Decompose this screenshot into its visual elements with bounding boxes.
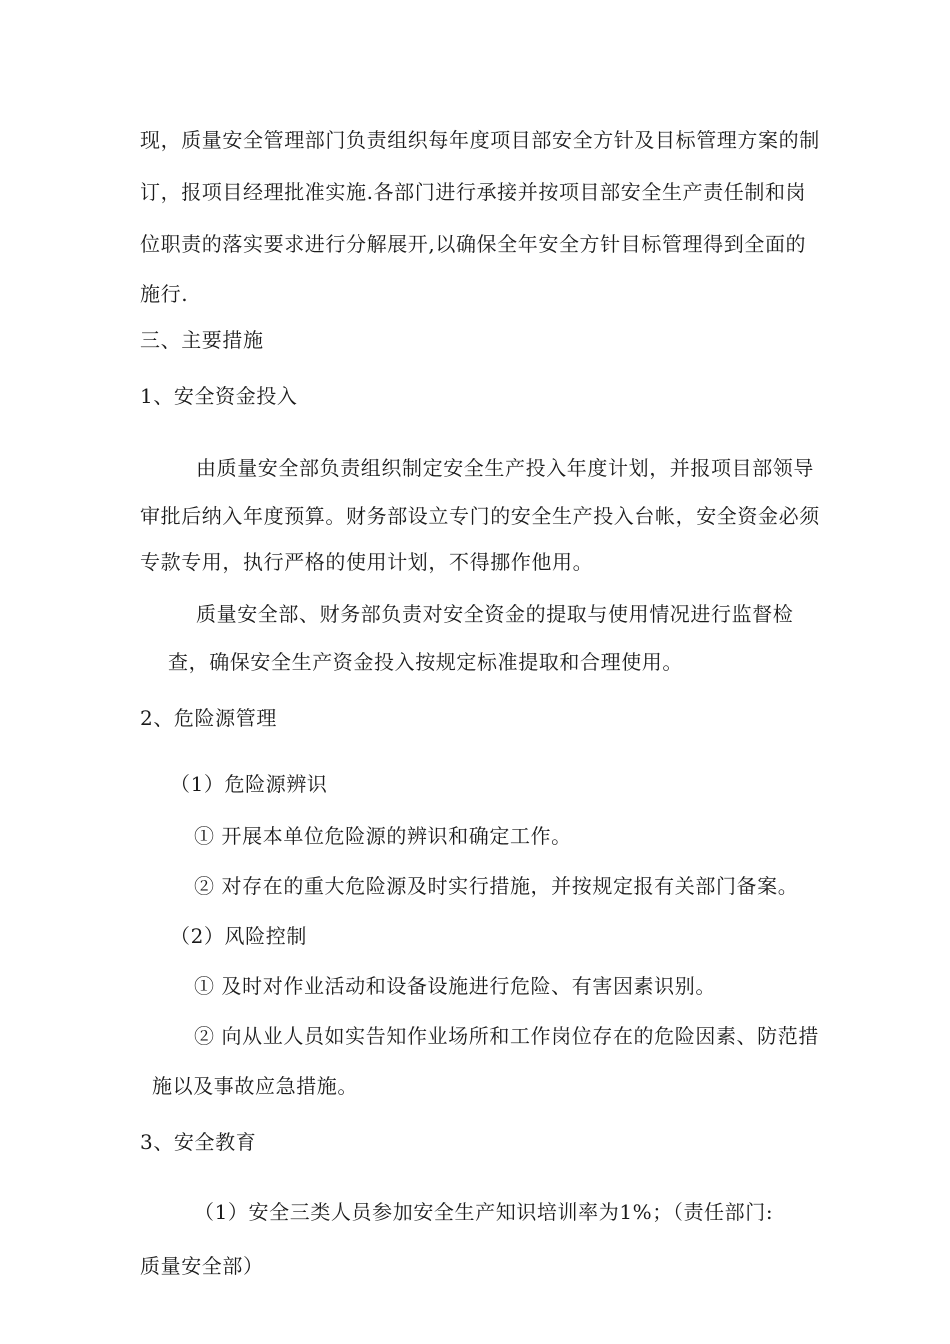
- subsection-heading: 2、危险源管理: [140, 706, 277, 730]
- body-text-line: 专款专用，执行严格的使用计划，不得挪作他用。: [140, 550, 594, 574]
- list-heading: （2）风险控制: [170, 924, 307, 948]
- body-text-line: 由质量安全部负责组织制定安全生产投入年度计划，并报项目部领导: [196, 456, 814, 480]
- body-text-line: 质量安全部、财务部负责对安全资金的提取与使用情况进行监督检: [196, 602, 794, 626]
- list-item: ① 及时对作业活动和设备设施进行危险、有害因素识别。: [194, 974, 716, 998]
- list-item-continuation: 施以及事故应急措施。: [152, 1074, 358, 1098]
- body-text-line: 位职责的落实要求进行分解展开,以确保全年安全方针目标管理得到全面的: [140, 232, 807, 256]
- body-text-line: 订，报项目经理批准实施.各部门进行承接并按项目部安全生产责任制和岗: [140, 180, 807, 204]
- body-text-line: 查，确保安全生产资金投入按规定标准提取和合理使用。: [168, 650, 683, 674]
- list-item: ② 对存在的重大危险源及时实行措施，并按规定报有关部门备案。: [194, 874, 799, 898]
- list-item: ① 开展本单位危险源的辨识和确定工作。: [194, 824, 572, 848]
- list-item-continuation: 质量安全部）: [140, 1254, 264, 1278]
- body-text-line: 审批后纳入年度预算。财务部设立专门的安全生产投入台帐，安全资金必须: [140, 504, 820, 528]
- body-text-line: 现，质量安全管理部门负责组织每年度项目部安全方针及目标管理方案的制: [140, 128, 820, 152]
- list-item: （1）安全三类人员参加安全生产知识培训率为1%；（责任部门:: [194, 1200, 774, 1224]
- subsection-heading: 1、安全资金投入: [140, 384, 298, 408]
- list-item: ② 向从业人员如实告知作业场所和工作岗位存在的危险因素、防范措: [194, 1024, 819, 1048]
- body-text-line: 施行.: [140, 282, 189, 306]
- list-heading: （1）危险源辨识: [170, 772, 328, 796]
- section-heading: 三、主要措施: [140, 328, 264, 352]
- subsection-heading: 3、安全教育: [140, 1130, 257, 1154]
